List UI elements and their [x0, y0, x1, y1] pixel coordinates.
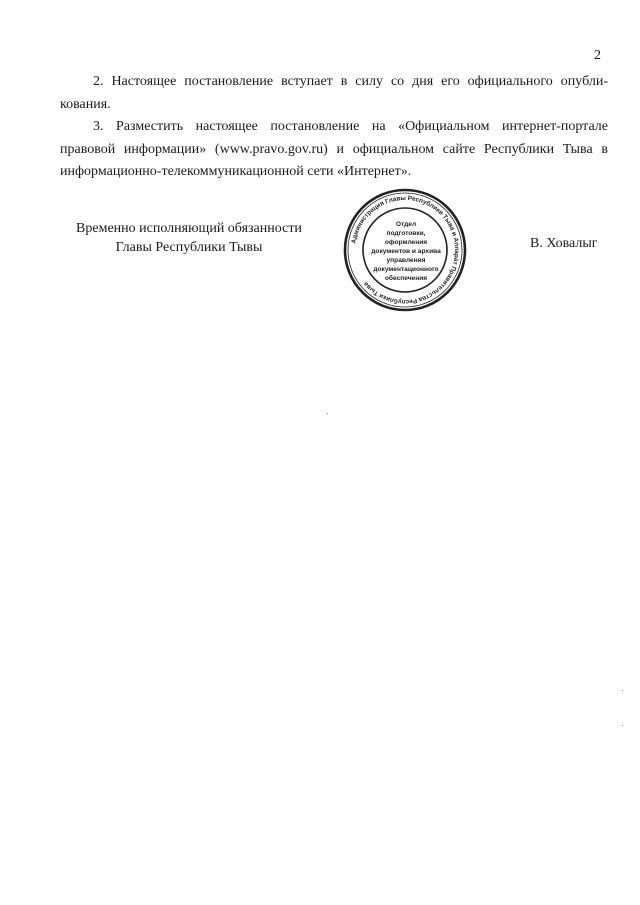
seal-center-line-7: обеспечения — [384, 275, 428, 282]
scan-artifact-dot — [327, 413, 328, 414]
scan-artifact-dot — [622, 690, 623, 691]
signatory-title-line-1: Временно исполняющий обязанности — [76, 221, 302, 236]
signatory-name: В. Ховалыг — [530, 236, 598, 251]
signatory-title — [60, 219, 318, 257]
seal-center-line-3: оформления — [384, 239, 428, 246]
seal-center-line-4: документов и архива — [371, 248, 441, 255]
seal-center-line-5: управления — [386, 257, 426, 264]
signatory-title-line-2: Главы Республики Тывы — [115, 240, 263, 255]
seal-ring-textpath: Администрация Главы Республики Тыва и Аппарат Правительства Республики Тыва — [350, 194, 461, 306]
seal-center-line-6: документационного — [373, 266, 439, 273]
page-number: 2 — [594, 48, 601, 63]
official-seal — [343, 188, 467, 312]
scan-artifact-dot — [622, 725, 623, 726]
seal-center-line-2: подготовки, — [386, 230, 426, 237]
paragraph-3: 3. Разместить настоящее постановление на «Официальном интернет-портале правовой информации» (www.pravo.gov.ru) и официальном сайте Республики Тыва в информационно-телекоммуникационной сети «Интернет». — [60, 119, 608, 179]
body-text — [60, 71, 608, 184]
paragraph-2: 2. Настоящее постановление вступает в силу со дня его официального опубликования. — [60, 74, 608, 112]
seal-center-line-1: Отдел — [395, 221, 417, 228]
